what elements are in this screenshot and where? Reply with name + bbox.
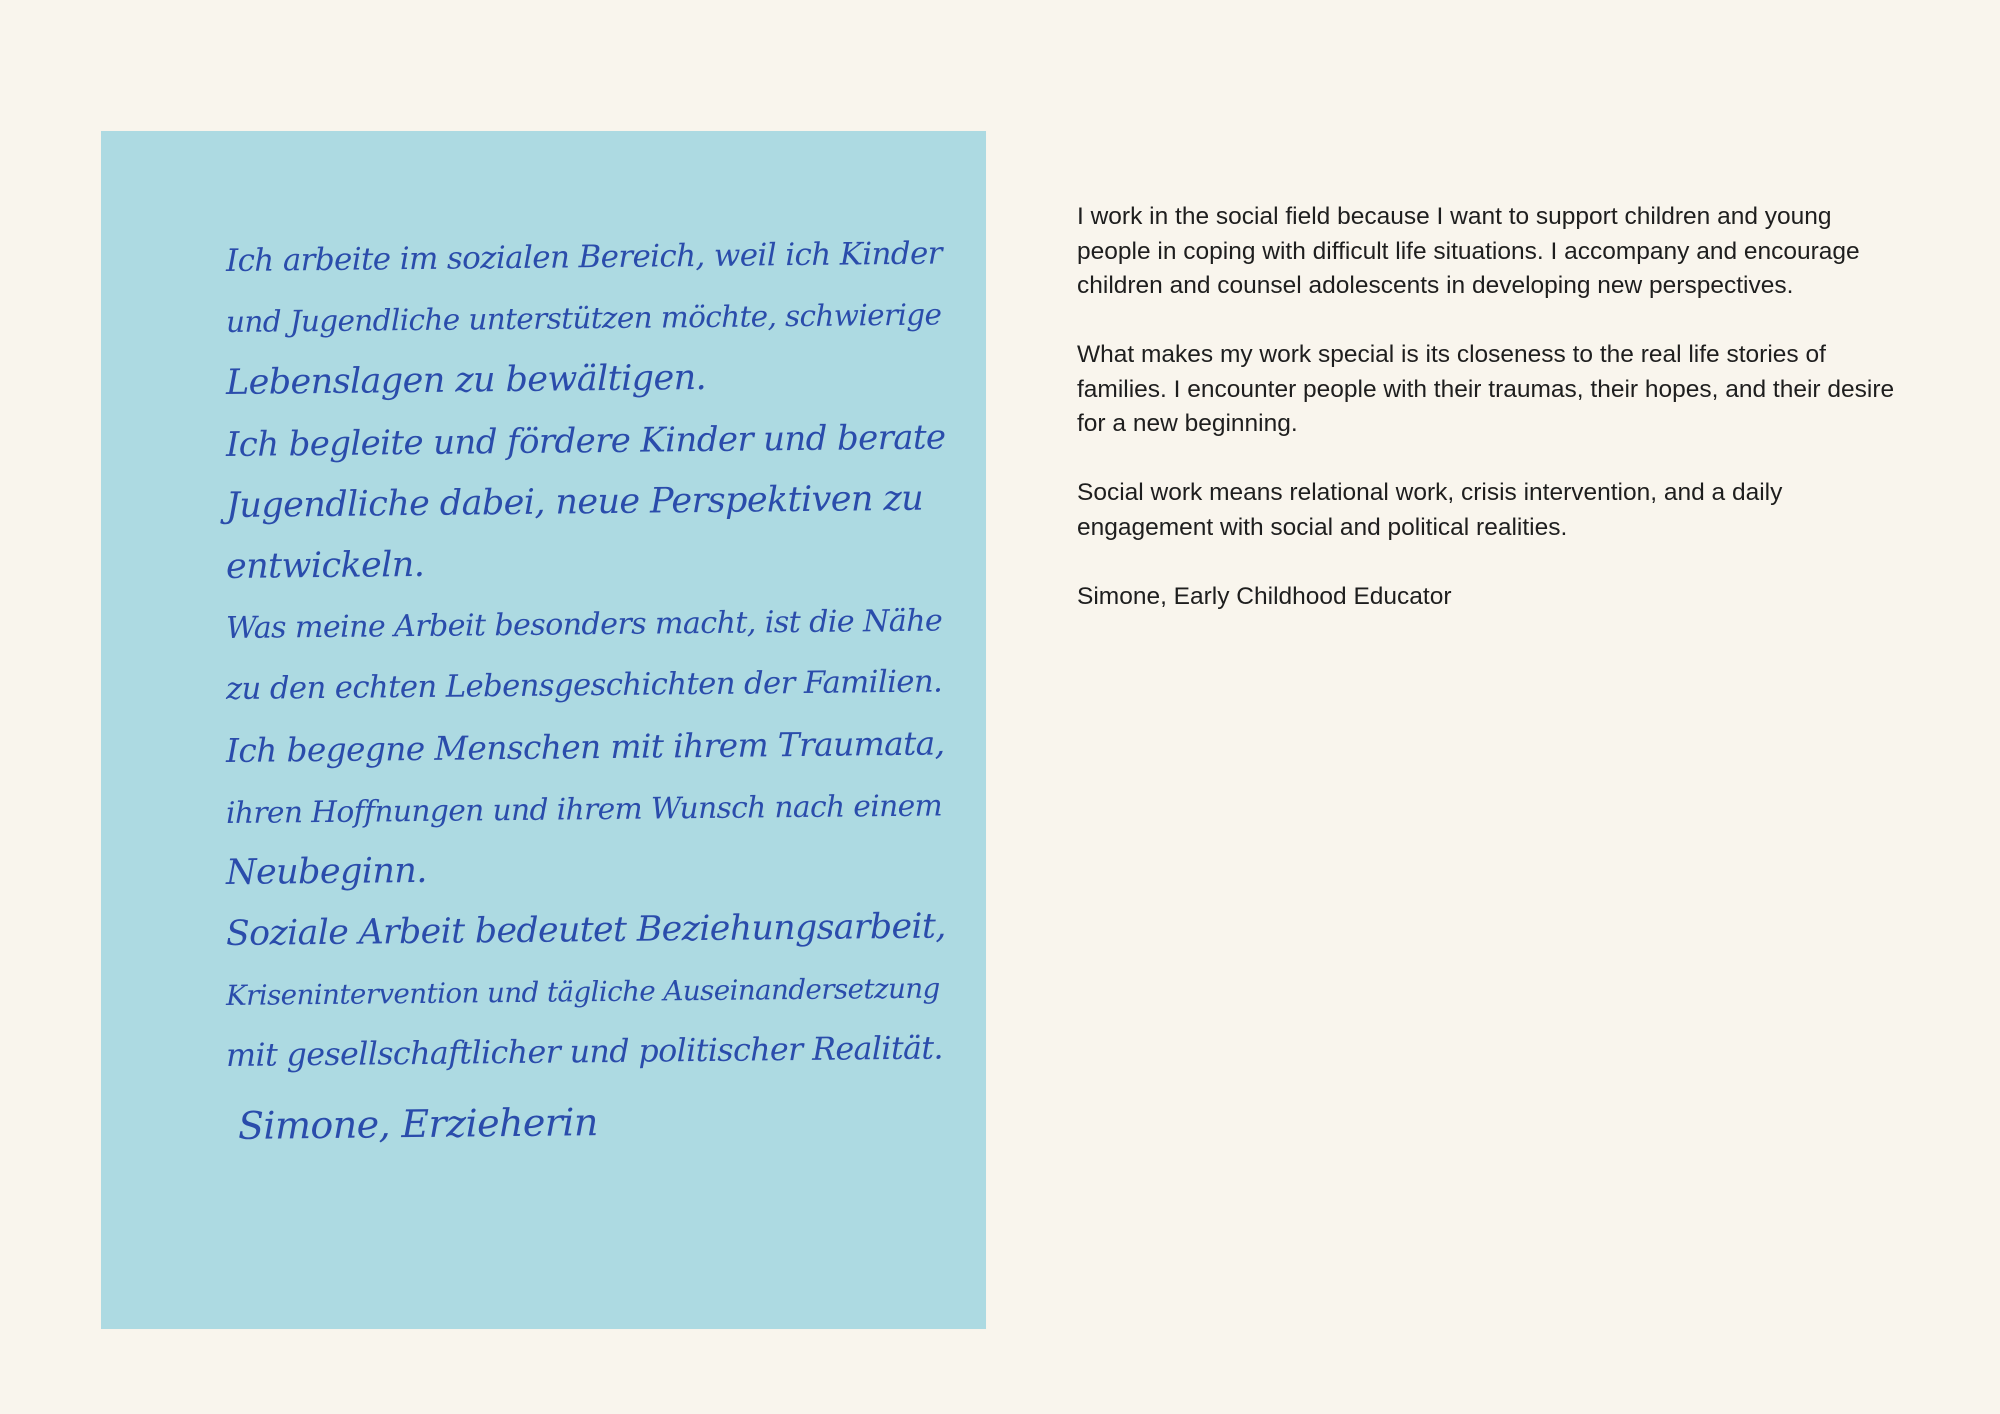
handwritten-line: Lebenslagen zu bewältigen. [225, 358, 707, 404]
handwritten-note-card [101, 131, 986, 1329]
handwritten-line: ihren Hoffnungen und ihrem Wunsch nach einem [225, 787, 943, 830]
handwritten-line: Ich begleite und fördere Kinder und berate [225, 417, 946, 465]
handwritten-line: zu den echten Lebensgeschichten der Familien. [225, 664, 943, 708]
translation-paragraph-1: I work in the social field because I want to support children and young people in coping with difficult life situations. I accompany and encourage children and counsel adolescents in developing new perspectives. [1077, 203, 1860, 299]
handwritten-line: entwickeln. [225, 544, 425, 587]
handwritten-line: mit gesellschaftlicher und politischer Realität. [225, 1030, 944, 1075]
english-translation [1077, 200, 1897, 649]
handwritten-line: und Jugendliche unterstützen möchte, schwierige [225, 297, 942, 340]
translation-paragraph-2: What makes my work special is its closeness to the real life stories of families. I encounter people with their traumas, their hopes, and their desire for a new beginning. [1077, 341, 1895, 437]
handwritten-line: Ich arbeite im sozialen Bereich, weil ich Kinder [225, 235, 943, 279]
handwritten-line: Neubeginn. [225, 850, 428, 893]
handwritten-text [225, 231, 946, 1157]
handwritten-line: Jugendliche dabei, neue Perspektiven zu [225, 478, 924, 526]
handwritten-line: Krisenintervention und tägliche Auseinandersetzung [225, 971, 940, 1013]
handwritten-line: Soziale Arbeit bedeutet Beziehungsarbeit, [225, 906, 946, 955]
handwritten-line: Was meine Arbeit besonders macht, ist die Nähe [225, 603, 943, 647]
handwritten-line: Ich begegne Menschen mit ihrem Traumata, [225, 723, 945, 770]
translation-paragraph-3: Social work means relational work, crisis intervention, and a daily engagement with social and political realities. [1077, 479, 1783, 541]
translation-attribution: Simone, Early Childhood Educator [1077, 582, 1452, 610]
handwritten-signature: Simone, Erzieherin [237, 1099, 598, 1148]
